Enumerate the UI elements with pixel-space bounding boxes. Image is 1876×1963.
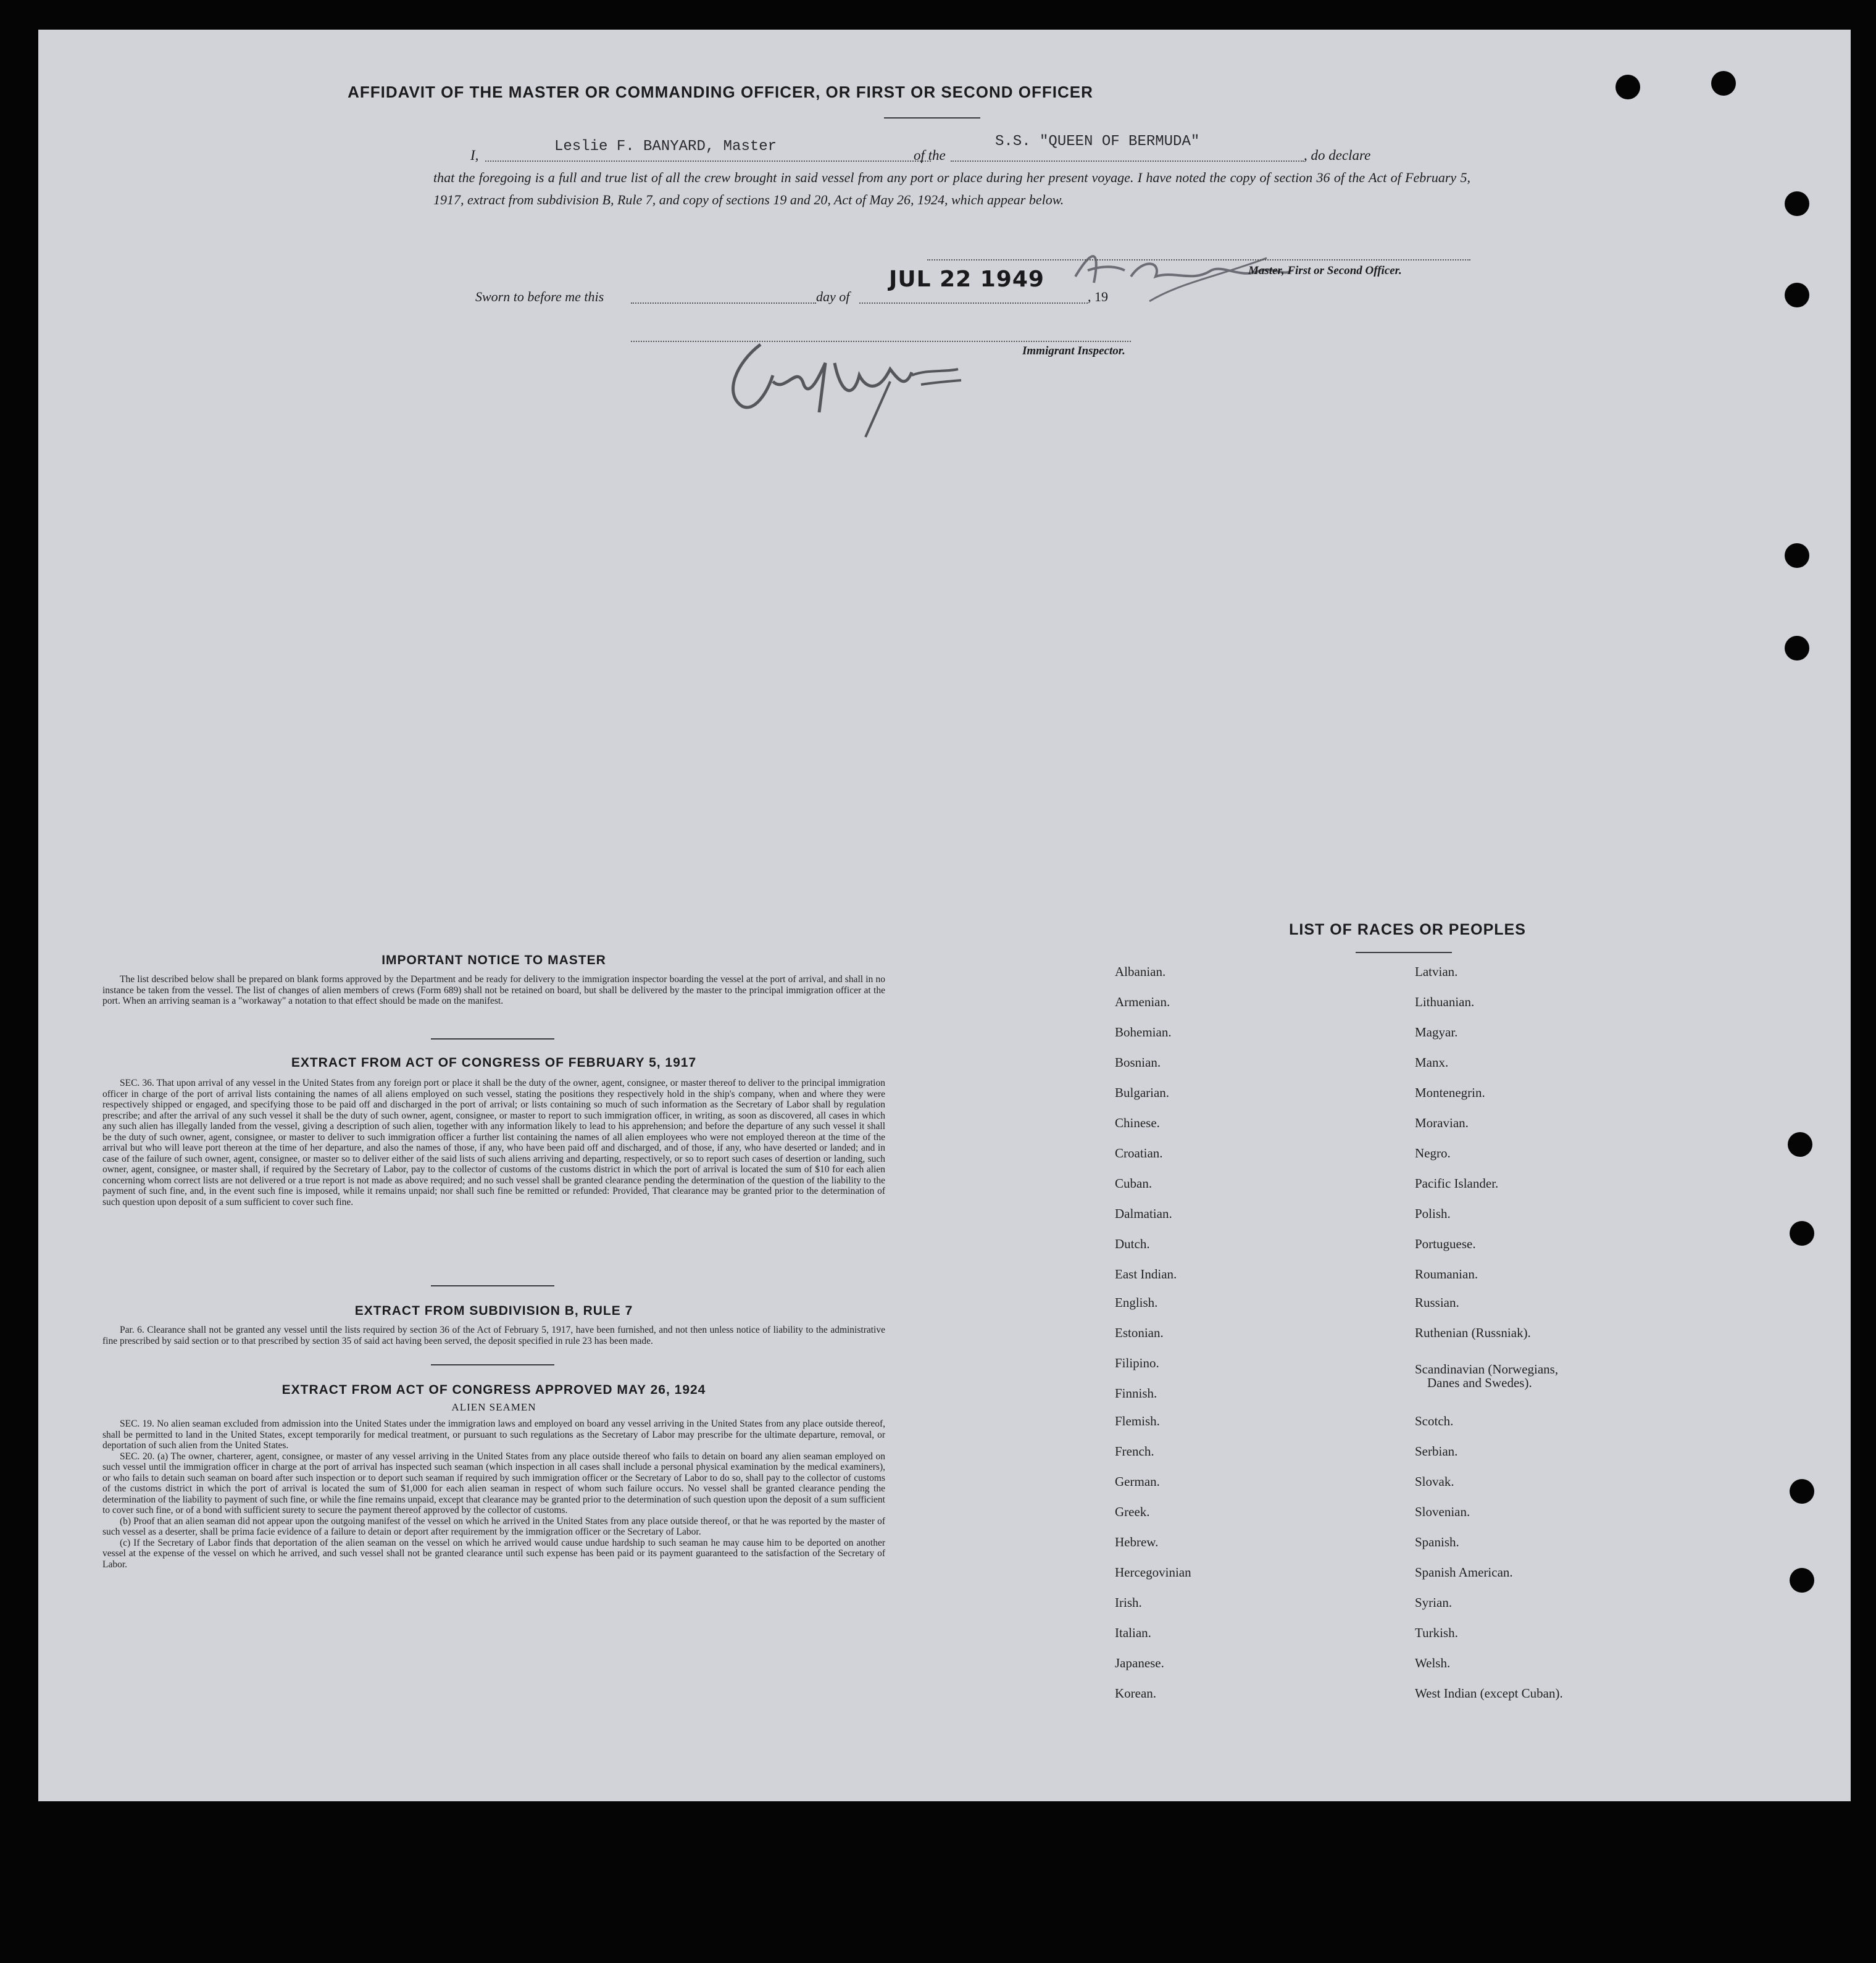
race-right: Polish.: [1415, 1206, 1451, 1221]
sec-20b-paragraph: (b) Proof that an alien seaman did not appear upon the outgoing manifest of the vessel on which he arrived in the United States from any place outside thereof, or that he was reported by the master of such vessel as a deserter, shall be prima facie evidence of a failure to detain or deport after requirement by the immigration officer or the Secretary of Labor.: [102, 1515, 885, 1537]
race-left: Flemish.: [1115, 1414, 1160, 1428]
race-right: Scotch.: [1415, 1414, 1454, 1428]
race-left: Croatian.: [1115, 1146, 1163, 1161]
sec-20c-paragraph: (c) If the Secretary of Labor finds that deportation of the alien seaman on the vessel on which he arrived would cause undue hardship to such seaman he may cause him to be deported on another vessel at the expense of the vessel on which he arrived, and such vessel shall not be granted clearance until such expense has been paid or its payment guaranteed to the satisfaction of the Secretary of Labor.: [102, 1537, 885, 1570]
punch-hole-icon: [1615, 75, 1640, 99]
race-left: Dalmatian.: [1115, 1206, 1172, 1221]
race-left: German.: [1115, 1474, 1160, 1489]
races-title: LIST OF RACES OR PEOPLES: [1289, 921, 1526, 938]
punch-hole-icon: [1785, 636, 1809, 661]
year-prefix: , 19: [1088, 289, 1108, 304]
race-right: Slovenian.: [1415, 1504, 1470, 1519]
race-right: Latvian.: [1415, 964, 1458, 979]
race-right: Pacific Islander.: [1415, 1176, 1499, 1191]
race-left: Chinese.: [1115, 1115, 1160, 1130]
race-left: English.: [1115, 1295, 1158, 1310]
sworn-label: Sworn to before me this: [475, 289, 604, 304]
rule7-text: Par. 6. Clearance shall not be granted any vessel until the lists required by section 36 of the Act of February 5, 1917, have been furnished, and not then unless notice of liability to the administrative fine prescribed by said section or to that prescribed by section 35 of said act having been served, the deposit specified in rule 23 has been made.: [102, 1325, 885, 1346]
extract-1924-text: [102, 1419, 885, 1570]
inspector-signature-icon: [686, 326, 995, 449]
race-right: Magyar.: [1415, 1025, 1458, 1040]
extract-1924-title: EXTRACT FROM ACT OF CONGRESS APPROVED MAY 26, 1924: [281, 1383, 706, 1397]
extract-1917-title: EXTRACT FROM ACT OF CONGRESS OF FEBRUARY 5, 1917: [291, 1056, 697, 1070]
rule7-title: EXTRACT FROM SUBDIVISION B, RULE 7: [354, 1304, 633, 1318]
race-left: Dutch.: [1115, 1236, 1150, 1251]
date-stamp: JUL 22 1949: [889, 267, 1044, 292]
inspector-caption: Immigrant Inspector.: [1022, 344, 1125, 357]
punch-hole-icon: [1785, 543, 1809, 568]
race-right: Negro.: [1415, 1146, 1451, 1161]
vessel-name: S.S. "QUEEN OF BERMUDA": [995, 133, 1200, 150]
races-rule: [1356, 952, 1452, 953]
sworn-month-line: [859, 302, 1088, 304]
race-left: East Indian.: [1115, 1267, 1177, 1282]
punch-hole-icon: [1785, 283, 1809, 307]
race-right: Montenegrin.: [1415, 1085, 1485, 1100]
of-the-label: of the: [914, 148, 946, 163]
punch-hole-icon: [1785, 191, 1809, 216]
race-right: Spanish American.: [1415, 1565, 1513, 1580]
race-left: Armenian.: [1115, 994, 1170, 1009]
race-left: Bohemian.: [1115, 1025, 1172, 1040]
race-right: Lithuanian.: [1415, 994, 1475, 1009]
affidavit-title: AFFIDAVIT OF THE MASTER OR COMMANDING OFFICER, OR FIRST OR SECOND OFFICER: [348, 83, 1093, 101]
race-left: Korean.: [1115, 1686, 1157, 1701]
do-declare-label: , do declare: [1304, 148, 1371, 163]
notice-rule: [431, 1038, 554, 1040]
day-of-label: day of: [816, 289, 850, 304]
race-right: Manx.: [1415, 1055, 1449, 1070]
race-left: Hercegovinian: [1115, 1565, 1191, 1580]
race-left: Irish.: [1115, 1595, 1142, 1610]
race-right: Danes and Swedes).: [1427, 1375, 1532, 1390]
race-right: Roumanian.: [1415, 1267, 1478, 1282]
race-left: Greek.: [1115, 1504, 1150, 1519]
race-left: Filipino.: [1115, 1356, 1159, 1370]
race-right: Russian.: [1415, 1295, 1459, 1310]
affidavit-body: that the foregoing is a full and true list of all the crew brought in said vessel from any port or place during her present voyage. I have noted the copy of section 36 of the Act of February 5, 1917, extract from subdivision B, Rule 7, and copy of sections 19 and 20, Act of May 26, 1924, which appear below.: [433, 170, 1470, 207]
race-left: Bulgarian.: [1115, 1085, 1170, 1100]
race-right: Spanish.: [1415, 1535, 1459, 1549]
race-right: Syrian.: [1415, 1595, 1453, 1610]
master-signature-line: [927, 259, 1470, 260]
race-right: West Indian (except Cuban).: [1415, 1686, 1563, 1701]
punch-hole-icon: [1790, 1568, 1814, 1593]
document-page: [38, 30, 1851, 1801]
race-left: Italian.: [1115, 1625, 1151, 1640]
declarant-line: [485, 160, 931, 162]
sec-20a-paragraph: SEC. 20. (a) The owner, charterer, agent, consignee, or master of any vessel arriving in the United States from any place outside thereof who fails to detain on board any alien seaman employed on such vessel until the immigration officer in charge at the port of arrival has inspected such seaman (which inspection in all cases shall include a personal physical examination by the medical examiners), or who fails to detain such seaman on board after such inspection or to deport such seaman if required by such immigration officer or the Secretary of Labor to do so, shall pay to the collector of customs of the customs district in which the port of arrival is located the sum of $1,000 for each alien seaman in respect of whom such failure occurs. No vessel shall be granted clearance pending the determination of the liability to payment of such fine, or while the fine remains unpaid, except that clearance may be granted prior to the determination of such question upon the deposit of a sum sufficient to cover such fine, or of a bond with sufficient surety to secure the payment thereof approved by the collector of customs.: [102, 1451, 885, 1515]
race-left: Albanian.: [1115, 964, 1166, 979]
punch-hole-icon: [1790, 1221, 1814, 1246]
vessel-line: [951, 160, 1304, 162]
extract-1917-rule: [431, 1285, 554, 1286]
punch-hole-icon: [1790, 1479, 1814, 1504]
race-left: Hebrew.: [1115, 1535, 1159, 1549]
race-right: Scandinavian (Norwegians,: [1415, 1362, 1559, 1377]
race-left: Estonian.: [1115, 1325, 1164, 1340]
title-rule: [884, 117, 980, 119]
alien-seamen-subtitle: ALIEN SEAMEN: [451, 1401, 536, 1413]
sec-19-paragraph: SEC. 19. No alien seaman excluded from admission into the United States under the immigration laws and employed on board any vessel arriving in the United States from any place outside thereof, shall be permitted to land in the United States, except temporarily for medical treatment, or pursuant to such regulations as the Secretary of Labor may prescribe for the ultimate departure, removal, or deportation of such alien from the United States.: [102, 1419, 885, 1451]
punch-hole-icon: [1711, 71, 1736, 96]
race-right: Slovak.: [1415, 1474, 1454, 1489]
punch-hole-icon: [1788, 1132, 1812, 1157]
race-right: Ruthenian (Russniak).: [1415, 1325, 1531, 1340]
notice-title: IMPORTANT NOTICE TO MASTER: [381, 953, 606, 967]
rule7-rule: [431, 1364, 554, 1365]
notice-text: The list described below shall be prepared on blank forms approved by the Department and be ready for delivery to the immigration inspector boarding the vessel at the port of arrival, and shall in no instance be taken from the vessel. The list of changes of alien members of crews (Form 689) shall not be retained on board, but shall be delivered by the master to the principal immigration officer at the port. When an arriving seaman is a "workaway" a notation to that effect should be made on the manifest.: [102, 974, 885, 1006]
race-right: Serbian.: [1415, 1444, 1458, 1459]
i-label: I,: [470, 148, 479, 163]
declarant-name: Leslie F. BANYARD, Master: [554, 138, 777, 155]
race-left: Finnish.: [1115, 1386, 1157, 1401]
race-right: Moravian.: [1415, 1115, 1469, 1130]
extract-1917-text: SEC. 36. That upon arrival of any vessel in the United States from any foreign port or place it shall be the duty of the owner, agent, consignee, or master thereof to deliver to the principal immigration officer in charge of the port of arrival lists containing the names of all aliens employed on such vessel, stating the positions they respectively hold in the ship's company, when and where they were respectively shipped or engaged, and specifying those to be paid off and discharged in the port of arrival; or lists containing so much of such information as the Secretary of Labor shall by regulation prescribe; and after the arrival of any such vessel it shall be the duty of such owner, agent, consignee, or master to report to such immigration officer, in writing, as soon as discovered, all cases in which any such alien has illegally landed from the vessel, giving a description of such alien, together with any information likely to lead to his apprehension; and before the departure of any such vessel it shall be the duty of such owner, agent, consignee, or master to deliver to such immigration officer a further list containing the names of all alien employees who were not employed thereon at the time of the arrival but who will leave port thereon at the time of her departure, and also the names of those, if any, who have been paid off and discharged, and of those, if any, who have deserted or landed; and in case of the failure of such owner, agent, consignee, or master so to deliver either of the said lists of such aliens arriving and departing, respectively, or so to report such cases of desertion or landing, such owner, agent, consignee, or master shall, if required by the Secretary of Labor, pay to the collector of customs of the customs district in which the port of arrival is located the sum of $10 for each alien concerning whom correct lists are not delivered or a true report is not made as above required; and no such vessel shall be granted clearance pending the determination of the question of the liability to the payment of such fine, and, in the event such fine is imposed, while it remains unpaid; nor shall such fine be remitted or refunded: Provided, That clearance may be granted prior to the determination of such question upon deposit of a sum sufficient to cover such fine.: [102, 1078, 885, 1207]
sworn-day-line: [631, 302, 816, 304]
race-right: Turkish.: [1415, 1625, 1458, 1640]
race-left: Cuban.: [1115, 1176, 1153, 1191]
race-right: Welsh.: [1415, 1656, 1451, 1670]
race-left: French.: [1115, 1444, 1154, 1459]
race-left: Bosnian.: [1115, 1055, 1161, 1070]
race-right: Portuguese.: [1415, 1236, 1476, 1251]
master-signature-caption: Master, First or Second Officer.: [1248, 264, 1402, 277]
race-left: Japanese.: [1115, 1656, 1164, 1670]
